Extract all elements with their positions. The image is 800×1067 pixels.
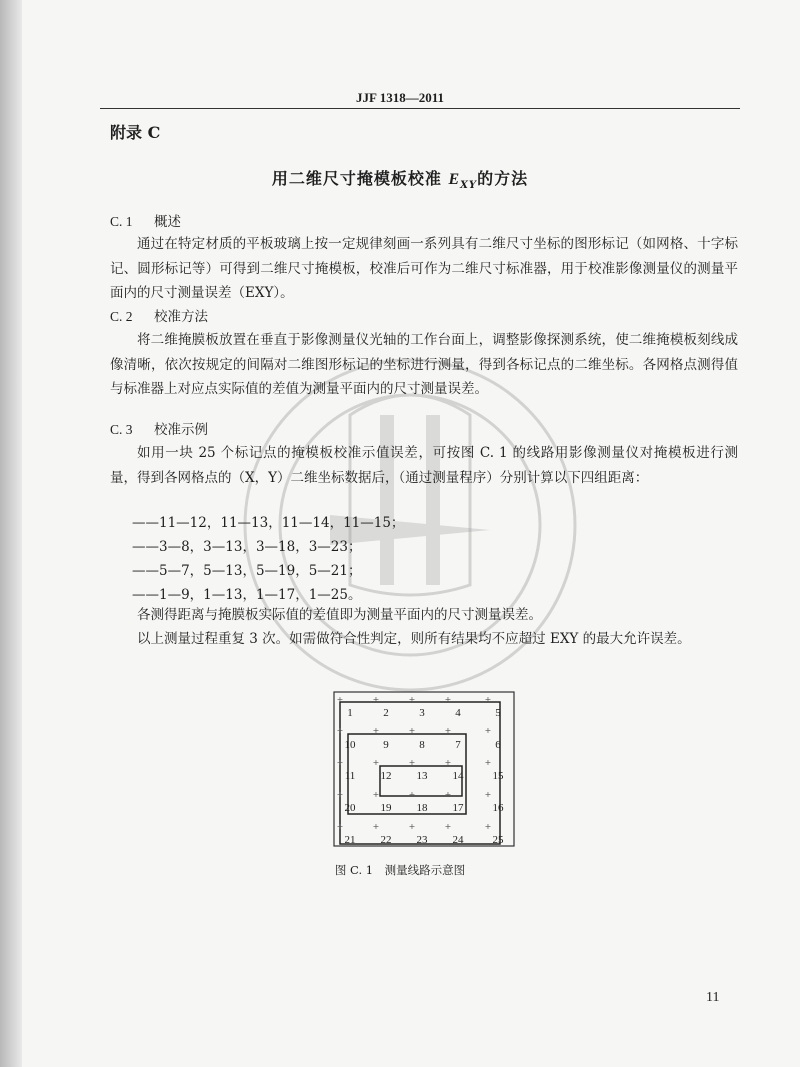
paragraph-error-definition: 各测得距离与掩膜板实际值的差值即为测量平面内的尺寸测量误差。	[137, 607, 542, 623]
cross-marker-icon: +	[484, 822, 492, 831]
cross-marker-icon: +	[408, 822, 416, 831]
grid-point-label: 13	[416, 770, 428, 782]
grid-point-label: 11	[344, 770, 356, 782]
grid-point-label: 8	[419, 739, 425, 751]
distance-group-2: ——3—8，3—13，3—18，3—23；	[132, 539, 362, 555]
grid-point-label: 2	[383, 707, 389, 719]
header-rule	[100, 108, 740, 109]
cross-marker-icon: +	[444, 822, 452, 831]
document-page	[20, 0, 800, 1067]
section-c2	[110, 307, 208, 327]
distance-group-4: ——1—9，1—13，1—17，1—25。	[132, 587, 362, 603]
cross-marker-icon: +	[408, 758, 416, 767]
grid-point-label: 1	[347, 707, 353, 719]
cross-marker-icon: +	[372, 726, 380, 735]
distance-group-3: ——5—7，5—13，5—19，5—21；	[132, 563, 362, 579]
grid-point-label: 4	[455, 707, 461, 719]
cross-marker-icon: +	[408, 726, 416, 735]
cross-marker-icon: +	[484, 695, 492, 704]
page-title	[0, 166, 800, 191]
section-heading: 校准方法	[154, 309, 208, 325]
section-c3	[110, 420, 208, 440]
cross-marker-icon: +	[484, 790, 492, 799]
cross-marker-icon: +	[372, 822, 380, 831]
cross-marker-icon: +	[444, 726, 452, 735]
paragraph-method: 将二维掩膜板放置在垂直于影像测量仪光轴的工作台面上，调整影像探测系统，使二维掩模板刻线成像清晰，依次按规定的间隔对二维图形标记的坐标进行测量，得到各标记点的二维坐标。各网格点测得值与标准器上对应点实际值的差值为测量平面内的尺寸测量误差。	[110, 332, 738, 397]
cross-marker-icon: +	[336, 822, 344, 831]
grid-point-label: 18	[416, 802, 428, 814]
grid-point-label: 20	[344, 802, 356, 814]
appendix-label: 附录 C	[110, 123, 161, 142]
grid-point-label: 22	[380, 834, 392, 846]
grid-point-label: 7	[455, 739, 461, 751]
grid-point-label: 3	[419, 707, 425, 719]
figure-caption: 图 C. 1 测量线路示意图	[334, 863, 466, 877]
cross-marker-icon: +	[372, 695, 380, 704]
grid-point-label: 16	[492, 802, 504, 814]
cross-marker-icon: +	[336, 758, 344, 767]
title-before: 用二维尺寸掩模板校准	[271, 169, 449, 188]
section-heading: 概述	[154, 214, 181, 230]
title-symbol: E	[448, 171, 461, 188]
section-number: C. 2	[110, 309, 133, 324]
page-edge-shadow	[0, 0, 22, 1067]
grid-point-label: 15	[492, 770, 504, 782]
grid-point-label: 9	[383, 739, 389, 751]
grid-point-label: 19	[380, 802, 392, 814]
section-number: C. 3	[110, 422, 133, 437]
grid-point-label: 21	[344, 834, 356, 846]
paragraph-example: 如用一块 25 个标记点的掩模板校准示值误差，可按图 C. 1 的线路用影像测量仪对掩模板进行测量，得到各网格点的（X，Y）二维坐标数据后，（通过测量程序）分别计算以下四组距离：	[110, 445, 738, 486]
cross-marker-icon: +	[372, 790, 380, 799]
cross-marker-icon: +	[372, 758, 380, 767]
grid-point-label: 17	[452, 802, 464, 814]
cross-marker-icon: +	[444, 758, 452, 767]
cross-marker-icon: +	[484, 726, 492, 735]
grid-point-label: 6	[495, 739, 501, 751]
cross-marker-icon: +	[444, 790, 452, 799]
cross-marker-icon: +	[408, 790, 416, 799]
paragraph-overview: 通过在特定材质的平板玻璃上按一定规律刻画一系列具有二维尺寸坐标的图形标记（如网格、十字标记、圆形标记等）可得到二维尺寸掩模板，校准后可作为二维尺寸标准器，用于校准影像测量仪的测量平面内的尺寸测量误差（EXY）。	[110, 236, 738, 301]
cross-marker-icon: +	[336, 790, 344, 799]
cross-marker-icon: +	[336, 695, 344, 704]
path-middle	[348, 734, 466, 814]
section-heading: 校准示例	[154, 422, 208, 438]
cross-marker-icon: +	[484, 758, 492, 767]
cross-marker-icon: +	[444, 695, 452, 704]
title-subscript: XY	[460, 180, 478, 192]
grid-point-label: 24	[452, 834, 464, 846]
section-number: C. 1	[110, 214, 133, 229]
measurement-path-figure	[332, 690, 516, 852]
cross-marker-icon: +	[408, 695, 416, 704]
document-code: JJF 1318—2011	[356, 90, 444, 105]
measurement-path-diagram	[332, 690, 516, 852]
grid-point-label: 5	[495, 707, 501, 719]
grid-point-label: 14	[452, 770, 464, 782]
cross-marker-icon: +	[336, 726, 344, 735]
section-c1	[110, 212, 181, 232]
grid-point-label: 25	[492, 834, 504, 846]
page-number: 11	[706, 990, 720, 1005]
distance-group-1: ——11—12，11—13，11—14，11—15；	[132, 515, 405, 531]
title-after: 的方法	[477, 169, 529, 188]
grid-point-label: 23	[416, 834, 428, 846]
grid-point-label: 10	[344, 739, 356, 751]
grid-layer	[337, 695, 504, 846]
grid-point-label: 12	[380, 770, 392, 782]
paragraph-repeat: 以上测量过程重复 3 次。如需做符合性判定，则所有结果均不应超过 EXY 的最大允许误差。	[137, 631, 691, 647]
